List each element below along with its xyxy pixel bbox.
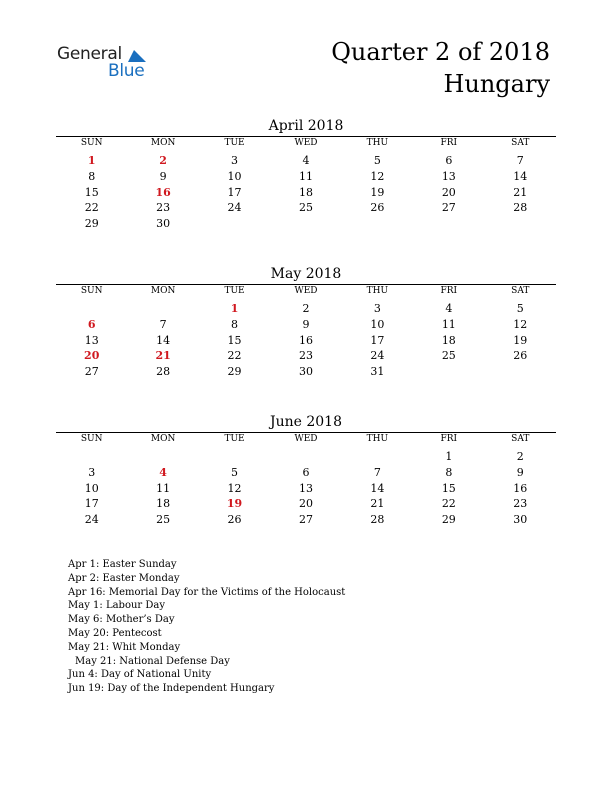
weekday-header: SUN [56, 285, 127, 299]
weekday-header-row [56, 433, 556, 447]
day-cell: 19 [226, 497, 243, 511]
holiday-note: Jun 4: Day of National Unity [68, 669, 212, 681]
day-cell: 12 [513, 318, 528, 332]
empty-day-cell [342, 446, 413, 465]
day-cell: 17 [84, 497, 99, 511]
day-cell: 28 [513, 201, 528, 215]
day-cell: 5 [516, 302, 524, 316]
day-cell: 16 [155, 185, 171, 199]
day-cell: 29 [227, 365, 242, 379]
day-cell: 18 [156, 497, 171, 511]
day-cell: 4 [159, 466, 167, 480]
day-cell: 7 [516, 154, 524, 168]
day-cell: 27 [441, 201, 456, 215]
weekday-header: SAT [485, 137, 556, 151]
day-cell: 12 [370, 170, 385, 184]
day-cell: 11 [441, 318, 456, 332]
holiday-note: Apr 2: Easter Monday [68, 572, 180, 584]
month-calendar-june [56, 412, 556, 527]
day-cell: 27 [298, 513, 313, 527]
empty-day-cell [342, 216, 413, 232]
day-cell: 1 [445, 450, 453, 464]
day-cell: 15 [227, 333, 242, 347]
weekday-header-row [56, 137, 556, 151]
logo-blue-text: Blue [108, 61, 145, 81]
day-cell: 8 [231, 318, 239, 332]
empty-day-cell [127, 446, 198, 465]
holiday-note: Jun 19: Day of the Independent Hungary [68, 683, 275, 695]
holiday-note: Apr 16: Memorial Day for the Victims of the Holocaust [68, 586, 346, 598]
day-cell: 27 [84, 365, 99, 379]
holiday-note: May 21: Whit Monday [68, 641, 181, 653]
empty-day-cell [199, 446, 270, 465]
day-cell: 20 [84, 349, 100, 363]
country-title: Hungary [443, 70, 550, 98]
weekday-header: MON [127, 137, 198, 151]
day-cell: 9 [302, 318, 310, 332]
weekday-header: SUN [56, 433, 127, 447]
day-cell: 17 [227, 185, 242, 199]
month-table [56, 432, 556, 527]
day-cell: 14 [513, 170, 528, 184]
weekday-header: TUE [199, 285, 270, 299]
day-cell: 4 [302, 154, 310, 168]
page-title [331, 36, 550, 100]
day-cell: 1 [87, 154, 96, 168]
empty-day-cell [485, 216, 556, 232]
day-cell: 23 [513, 497, 528, 511]
day-cell: 2 [159, 154, 167, 168]
month-title: May 2018 [270, 266, 342, 282]
day-cell: 30 [513, 513, 528, 527]
day-cell: 20 [298, 497, 313, 511]
weekday-header-row [56, 285, 556, 299]
week-row [56, 184, 556, 200]
day-cell: 19 [513, 333, 528, 347]
weekday-header: SUN [56, 137, 127, 151]
day-cell: 22 [227, 349, 242, 363]
day-cell: 22 [441, 497, 456, 511]
week-row [56, 480, 556, 496]
month-title: June 2018 [269, 414, 342, 430]
day-cell: 16 [513, 481, 528, 495]
day-cell: 10 [84, 481, 99, 495]
empty-day-cell [413, 364, 484, 380]
day-cell: 8 [88, 170, 96, 184]
month-table [56, 284, 556, 379]
month-table [56, 136, 556, 231]
day-cell: 1 [230, 302, 239, 316]
month-calendar-april [56, 116, 556, 231]
week-row [56, 200, 556, 216]
day-cell: 13 [298, 481, 313, 495]
week-row [56, 332, 556, 348]
day-cell: 23 [298, 349, 313, 363]
day-cell: 25 [156, 513, 171, 527]
day-cell: 25 [441, 349, 456, 363]
day-cell: 5 [373, 154, 381, 168]
empty-day-cell [413, 216, 484, 232]
weekday-header: WED [270, 433, 341, 447]
weekday-header: THU [342, 285, 413, 299]
day-cell: 3 [88, 466, 96, 480]
day-cell: 23 [156, 201, 171, 215]
day-cell: 21 [155, 349, 171, 363]
weekday-header: MON [127, 433, 198, 447]
empty-day-cell [56, 298, 127, 317]
empty-day-cell [56, 446, 127, 465]
day-cell: 8 [445, 466, 453, 480]
day-cell: 29 [84, 217, 99, 231]
weekday-header: SAT [485, 433, 556, 447]
day-cell: 15 [441, 481, 456, 495]
holiday-notes [68, 558, 345, 696]
day-cell: 7 [373, 466, 381, 480]
day-cell: 24 [370, 349, 385, 363]
week-row [56, 169, 556, 185]
week-row [56, 465, 556, 481]
day-cell: 6 [302, 466, 310, 480]
day-cell: 14 [156, 333, 171, 347]
day-cell: 24 [227, 201, 242, 215]
day-cell: 29 [441, 513, 456, 527]
week-row [56, 348, 556, 364]
weekday-header: FRI [413, 137, 484, 151]
weekday-header: THU [342, 137, 413, 151]
weekday-header: WED [270, 137, 341, 151]
week-row [56, 317, 556, 333]
logo-general-text: General [57, 44, 122, 64]
day-cell: 10 [227, 170, 242, 184]
holiday-note: Apr 1: Easter Sunday [68, 559, 177, 570]
day-cell: 15 [84, 185, 99, 199]
day-cell: 9 [516, 466, 524, 480]
day-cell: 2 [302, 302, 310, 316]
day-cell: 30 [156, 217, 171, 231]
weekday-header: FRI [413, 285, 484, 299]
empty-day-cell [199, 216, 270, 232]
day-cell: 25 [298, 201, 313, 215]
day-cell: 21 [513, 185, 528, 199]
day-cell: 16 [298, 333, 313, 347]
day-cell: 5 [231, 466, 239, 480]
day-cell: 14 [370, 481, 385, 495]
weekday-header: SAT [485, 285, 556, 299]
week-row [56, 298, 556, 317]
month-title: April 2018 [268, 118, 344, 134]
day-cell: 13 [441, 170, 456, 184]
week-row [56, 364, 556, 380]
week-row [56, 512, 556, 528]
day-cell: 4 [445, 302, 453, 316]
weekday-header: THU [342, 433, 413, 447]
empty-day-cell [485, 364, 556, 380]
day-cell: 19 [370, 185, 385, 199]
holiday-note: May 20: Pentecost [68, 627, 162, 639]
logo-triangle-icon [128, 48, 146, 62]
logo [57, 42, 157, 82]
day-cell: 20 [441, 185, 456, 199]
week-row [56, 496, 556, 512]
day-cell: 18 [441, 333, 456, 347]
day-cell: 6 [87, 318, 96, 332]
weekday-header: MON [127, 285, 198, 299]
quarter-title: Quarter 2 of 2018 [331, 38, 550, 66]
day-cell: 28 [156, 365, 171, 379]
day-cell: 17 [370, 333, 385, 347]
day-cell: 6 [445, 154, 453, 168]
day-cell: 18 [298, 185, 313, 199]
day-cell: 3 [373, 302, 381, 316]
empty-day-cell [127, 298, 198, 317]
day-cell: 28 [370, 513, 385, 527]
holiday-note: May 6: Mother’s Day [68, 614, 175, 626]
day-cell: 11 [156, 481, 171, 495]
day-cell: 9 [159, 170, 167, 184]
empty-day-cell [270, 446, 341, 465]
weekday-header: WED [270, 285, 341, 299]
week-row [56, 150, 556, 169]
week-row [56, 216, 556, 232]
day-cell: 2 [516, 450, 524, 464]
day-cell: 31 [370, 365, 385, 379]
weekday-header: TUE [199, 137, 270, 151]
day-cell: 7 [159, 318, 167, 332]
day-cell: 11 [298, 170, 313, 184]
day-cell: 26 [370, 201, 385, 215]
day-cell: 13 [84, 333, 99, 347]
day-cell: 22 [84, 201, 99, 215]
weekday-header: TUE [199, 433, 270, 447]
day-cell: 24 [84, 513, 99, 527]
day-cell: 26 [227, 513, 242, 527]
holiday-note: May 1: Labour Day [68, 600, 165, 612]
day-cell: 30 [298, 365, 313, 379]
day-cell: 12 [227, 481, 242, 495]
month-calendar-may [56, 264, 556, 379]
day-cell: 21 [370, 497, 385, 511]
day-cell: 10 [370, 318, 385, 332]
empty-day-cell [270, 216, 341, 232]
day-cell: 3 [231, 154, 239, 168]
weekday-header: FRI [413, 433, 484, 447]
day-cell: 26 [513, 349, 528, 363]
week-row [56, 446, 556, 465]
holiday-note: May 21: National Defense Day [75, 655, 230, 667]
